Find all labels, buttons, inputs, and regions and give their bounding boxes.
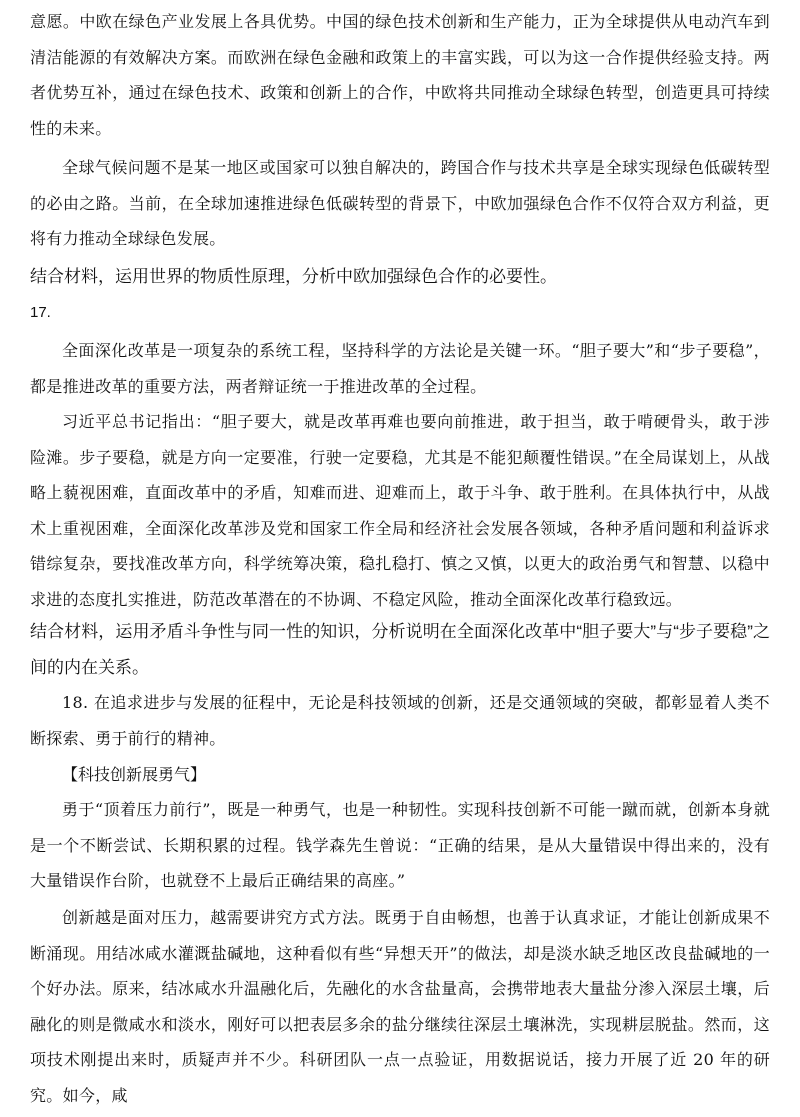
section-heading-tech-courage: 【科技创新展勇气】 — [62, 765, 207, 784]
paragraph-reform-intro: 全面深化改革是一项复杂的系统工程，坚持科学的方法论是关键一环。“胆子要大”和“步子要稳”，都是推进改革的重要方法，两者辩证统一于推进改革的全过程。 — [30, 341, 770, 396]
question-17: 结合材料，运用矛盾斗争性与同一性的知识，分析说明在全面深化改革中“胆子要大”与“步子要稳”之间的内在关系。 — [30, 622, 770, 677]
paragraph-climate: 全球气候问题不是某一地区或国家可以独自解决的，跨国合作与技术共享是全球实现绿色低碳转型的必由之路。当前，在全球加速推进绿色低碳转型的背景下，中欧加强绿色合作不仅符合双方利益，更将有力推动全球绿色发展。 — [30, 158, 770, 248]
question-17-number: 17. — [30, 304, 51, 321]
paragraph-courage: 勇于“顶着压力前行”，既是一种勇气，也是一种韧性。实现科技创新不可能一蹴而就，创新本身就是一个不断尝试、长期积累的过程。钱学森先生曾说：“正确的结果，是从大量错误中得出来的，没有大量错误作台阶，也就登不上最后正确结果的高座。” — [30, 800, 770, 890]
paragraph-saline-irrigation: 创新越是面对压力，越需要讲究方式方法。既勇于自由畅想，也善于认真求证，才能让创新成果不断涌现。用结冰咸水灌溉盐碱地，这种看似有些“异想天开”的做法，却是淡水缺乏地区改良盐碱地的一个好办法。原来，结冰咸水升温融化后，先融化的水含盐量高，会携带地表大量盐分渗入深层土壤，后融化的则是微咸水和淡水，刚好可以把表层多余的盐分继续往深层土壤淋洗，实现耕层脱盐。然而，这项技术刚提出来时，质疑声并不少。科研团队一点一点验证，用数据说话，接力开展了近 20 年的研究。如今，咸 — [30, 908, 770, 1105]
paragraph-18-intro: 18. 在追求进步与发展的征程中，无论是科技领域的创新，还是交通领域的突破，都彰显着人类不断探索、勇于前行的精神。 — [30, 693, 770, 748]
question-16: 结合材料，运用世界的物质性原理，分析中欧加强绿色合作的必要性。 — [30, 267, 557, 286]
paragraph-xi-quote: 习近平总书记指出：“胆子要大，就是改革再难也要向前推进，敢于担当，敢于啃硬骨头，敢于涉险滩。步子要稳，就是方向一定要准，行驶一定要稳，尤其是不能犯颠覆性错误。”在全局谋划上，从战略上藐视困难，直面改革中的矛盾，知难而进、迎难而上，敢于斗争、敢于胜利。在具体执行中，从战术上重视困难，全面深化改革涉及党和国家工作全局和经济社会发展各领域，各种矛盾问题和利益诉求错综复杂，要找准改革方向，科学统筹决策，稳扎稳打、慎之又慎，以更大的政治勇气和智慧、以稳中求进的态度扎实推进，防范改革潜在的不协调、不稳定风险，推动全面深化改革行稳致远。 — [30, 412, 770, 609]
paragraph-green-cooperation: 意愿。中欧在绿色产业发展上各具优势。中国的绿色技术创新和生产能力，正为全球提供从电动汽车到清洁能源的有效解决方案。而欧洲在绿色金融和政策上的丰富实践，可以为这一合作提供经验支持。两者优势互补，通过在绿色技术、政策和创新上的合作，中欧将共同推动全球绿色转型，创造更具可持续性的未来。 — [30, 12, 770, 138]
